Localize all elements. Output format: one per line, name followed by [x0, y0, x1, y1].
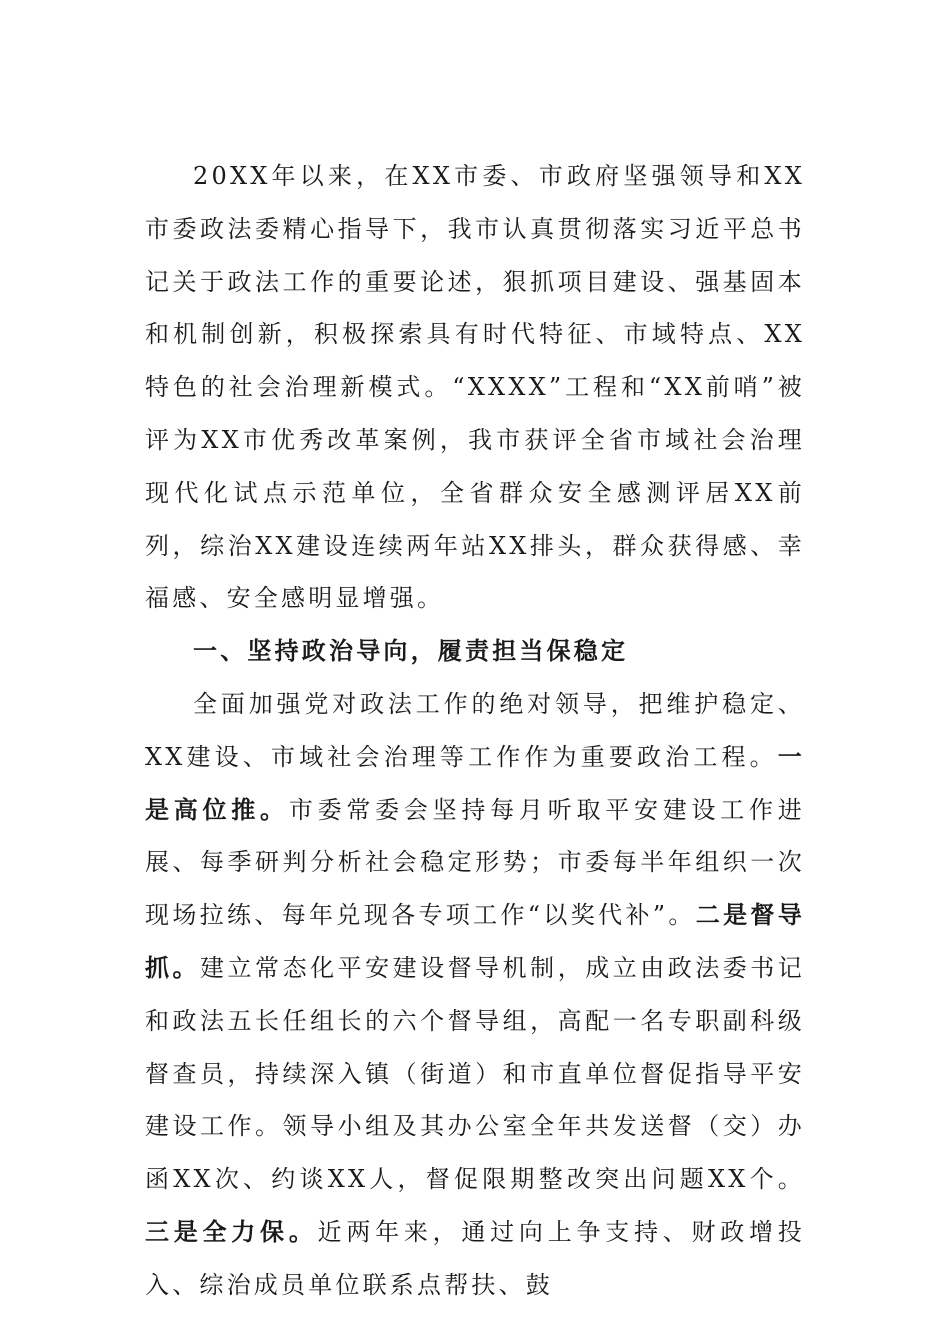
point-2-text: 建立常态化平安建设督导机制，成立由政法委书记和政法五长任组长的六个督导组，高配一名专职副科级督查员，持续深入镇（街道）和市直单位督促指导平安建设工作。领导小组及其办公室全年共发送督（交）办函XX次、约谈XX人，督促限期整改突出问题XX个。 — [145, 953, 805, 1194]
point-3-label: 三是全力保。 — [145, 1216, 318, 1246]
document-body — [145, 150, 805, 1312]
point-1-text: 市委常委会坚持每月听取平安建设工作进展、每季研判分析社会稳定形势；市委每半年组织一次现场拉练、每年兑现各专项工作“以奖代补”。 — [145, 795, 806, 930]
point-3-text: 近两年来，通过向上争支持、财政增投入、综治成员单位联系点帮扶、鼓 — [145, 1217, 806, 1299]
section-heading: 一、坚持政治导向，履责担当保稳定 — [193, 636, 629, 666]
section-paragraph — [145, 678, 805, 1312]
intro-paragraph: 20XX年以来，在XX市委、市政府坚强领导和XX市委政法委精心指导下，我市认真贯彻落实习近平总书记关于政法工作的重要论述，狠抓项目建设、强基固本和机制创新，积极探索具有时代特征、市域特点、XX特色的社会治理新模式。“XXXX”工程和“XX前哨”被评为XX市优秀改革案例，我市获评全省市域社会治理现代化试点示范单位，全省群众安全感测评居XX前列，综治XX建设连续两年站XX排头，群众获得感、幸福感、安全感明显增强。 — [145, 162, 805, 613]
point-1-label: 一是高位推。 — [145, 741, 805, 824]
point-2-label: 二是督导抓。 — [145, 900, 805, 982]
section-lead-text: 全面加强党对政法工作的绝对领导，把维护稳定、XX建设、市域社会治理等工作作为重要政治工程。 — [145, 689, 805, 771]
